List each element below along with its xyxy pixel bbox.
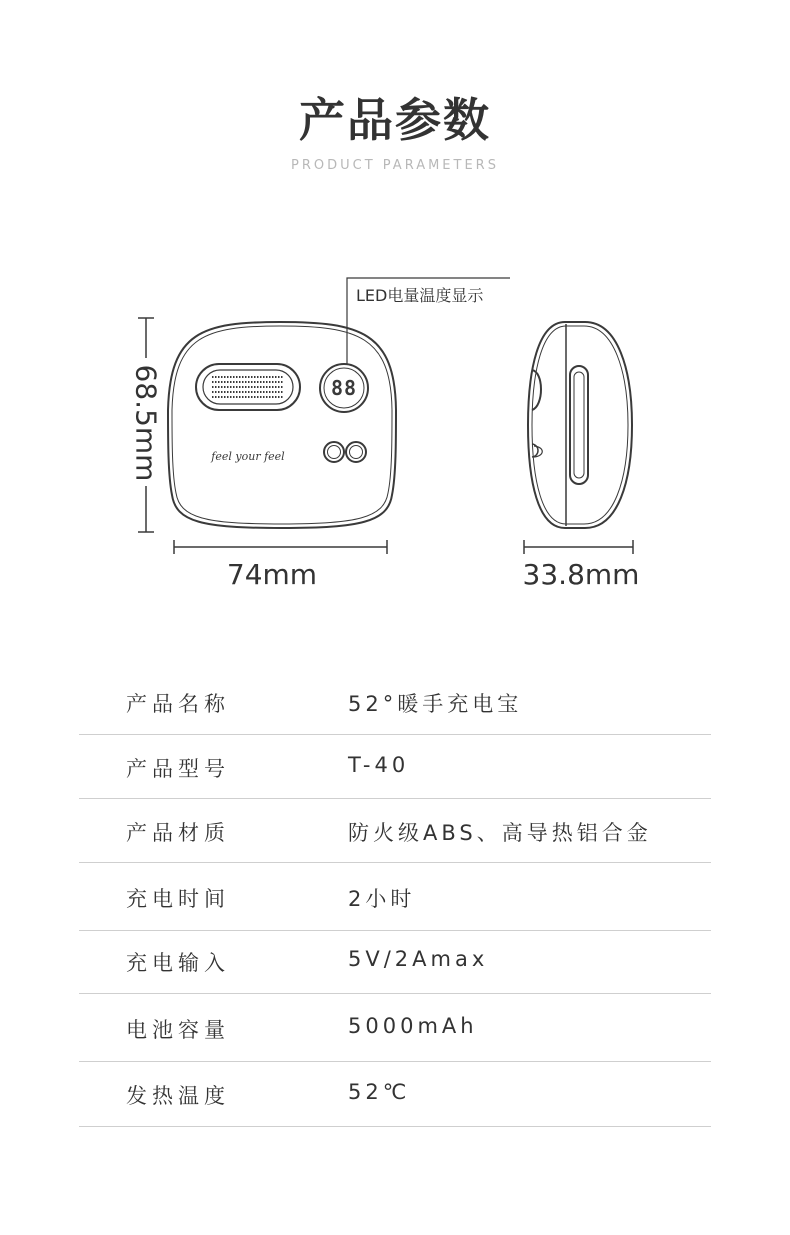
callout-label: LED电量温度显示 [356,286,484,305]
spec-row [79,735,711,799]
spec-value: 2小时 [348,887,416,911]
page-subtitle: PRODUCT PARAMETERS [291,158,499,173]
spec-label: 产品型号 [126,757,230,781]
spec-label: 发热温度 [126,1084,230,1108]
spec-value: 52℃ [348,1080,411,1104]
spec-value: 5V/2Amax [348,947,489,971]
spec-value: 5000mAh [348,1014,478,1038]
front-body-outline [168,322,396,528]
width-label: 74mm [226,558,318,591]
spec-label: 电池容量 [126,1018,230,1042]
depth-label: 33.8mm [522,558,640,591]
page-title: 产品参数 [299,93,491,147]
height-label: 68.5mm [129,364,163,482]
spec-row [79,1062,711,1127]
spec-label: 充电时间 [126,887,230,911]
spec-row [79,863,711,931]
spec-value: 52°暖手充电宝 [348,692,523,716]
logo-script: feel your feel [211,450,285,463]
width-dimension [174,540,387,591]
front-view [168,322,396,528]
depth-dimension [523,540,640,591]
side-view [528,322,632,528]
spec-label: 产品名称 [126,692,230,716]
product-dimension-diagram [0,260,790,620]
spec-row [79,994,711,1062]
spec-row [79,931,711,994]
spec-label: 产品材质 [126,821,230,845]
spec-value: T-40 [348,753,410,777]
height-dimension [130,318,163,532]
led-display-digits: 88 [330,376,358,400]
spec-value: 防火级ABS、高导热铝合金 [348,821,652,845]
spec-row [79,670,711,735]
spec-row [79,799,711,863]
spec-table [79,670,711,1127]
spec-label: 充电输入 [126,951,230,975]
